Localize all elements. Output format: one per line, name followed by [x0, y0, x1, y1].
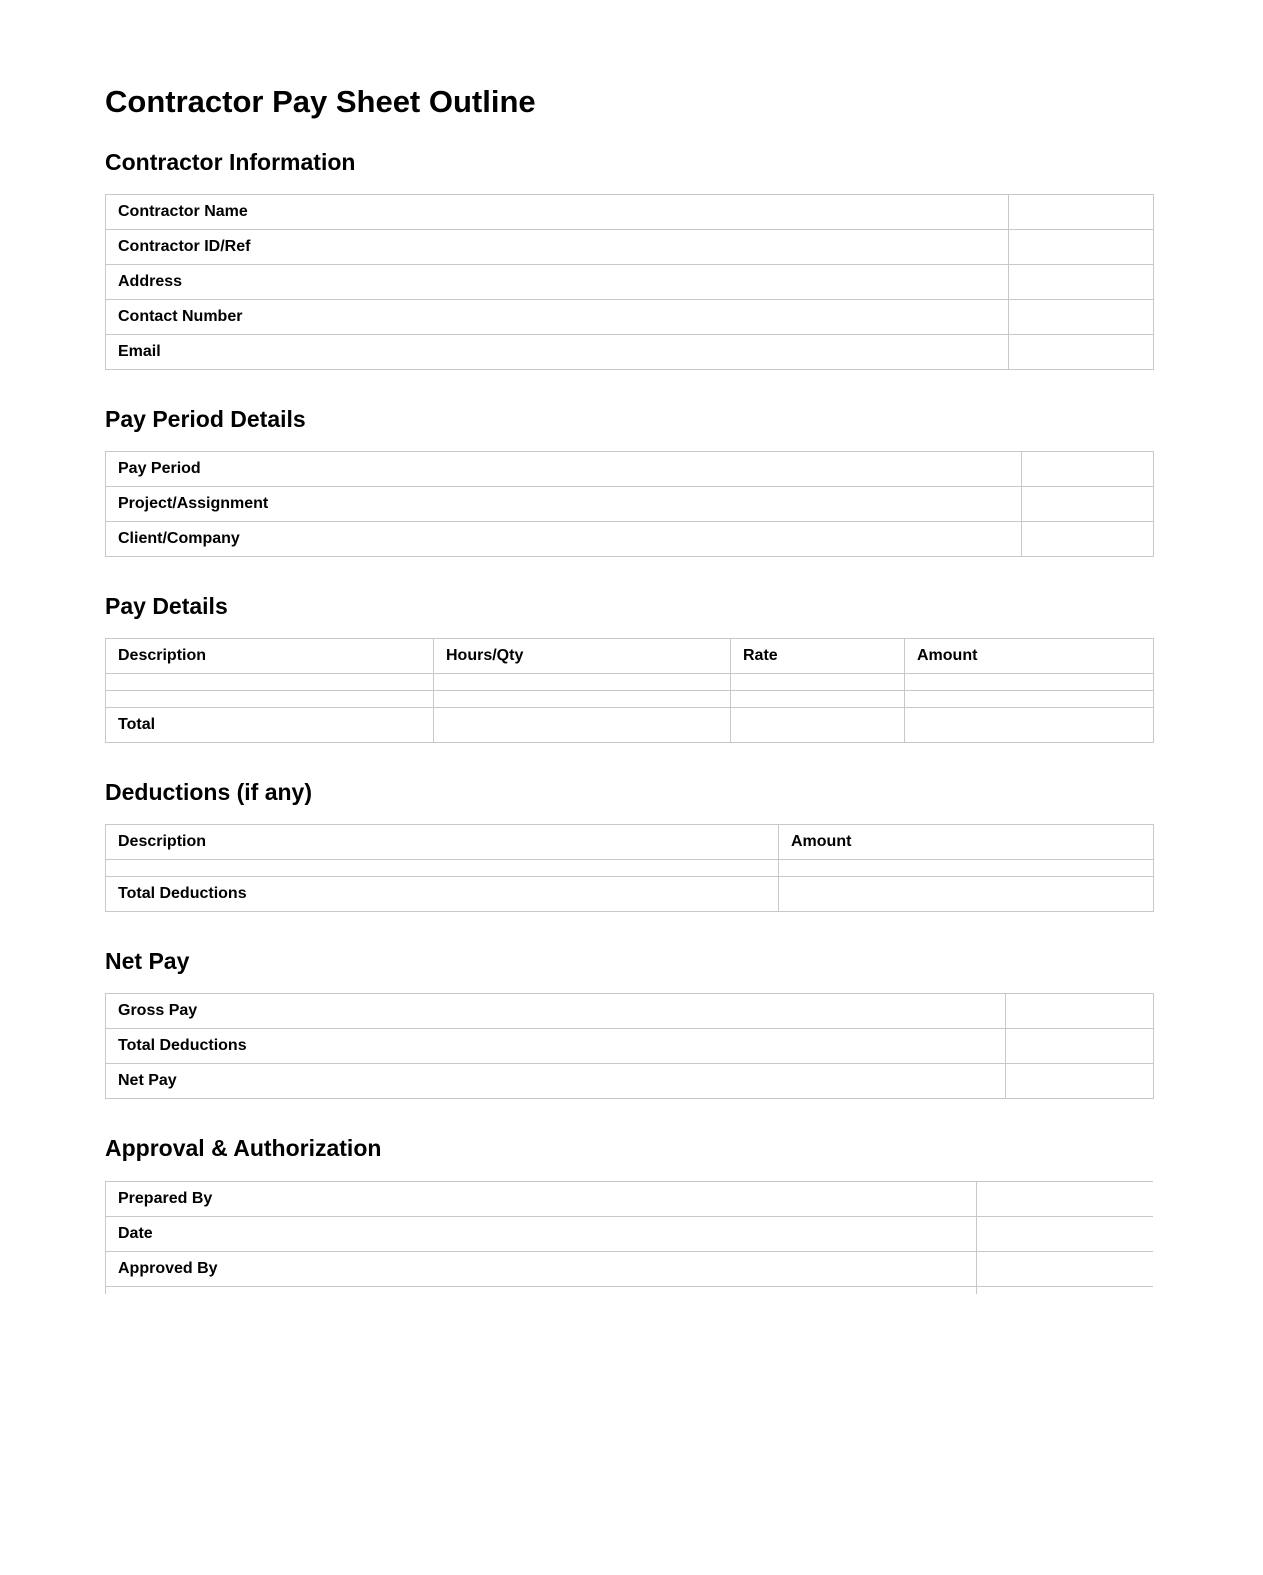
approved-by-label: Approved By: [106, 1252, 977, 1287]
net-pay-label: Net Pay: [106, 1064, 1006, 1099]
rate-cell[interactable]: [731, 674, 905, 691]
column-header-description: Description: [106, 825, 779, 860]
prepared-by-label: Prepared By: [106, 1182, 977, 1217]
table-row: [106, 195, 1154, 230]
client-company-value[interactable]: [1022, 522, 1154, 557]
table-row: [106, 674, 1154, 691]
approval-table-container: [105, 1181, 1153, 1294]
table-row: [106, 452, 1154, 487]
approval-blank-label: [106, 1287, 977, 1295]
date-label: Date: [106, 1217, 977, 1252]
pay-period-details-table: [105, 451, 1154, 557]
approved-by-value[interactable]: [977, 1252, 1154, 1287]
deductions-table: [105, 824, 1154, 912]
deductions-heading: Deductions (if any): [105, 779, 313, 805]
contact-number-label: Contact Number: [106, 300, 1009, 335]
hours-qty-cell[interactable]: [434, 691, 731, 708]
description-cell[interactable]: [106, 674, 434, 691]
column-header-description: Description: [106, 639, 434, 674]
pay-period-value[interactable]: [1022, 452, 1154, 487]
email-value[interactable]: [1009, 335, 1154, 370]
project-assignment-value[interactable]: [1022, 487, 1154, 522]
table-row: [106, 1252, 1154, 1287]
address-value[interactable]: [1009, 265, 1154, 300]
table-row: [106, 522, 1154, 557]
total-rate-cell[interactable]: [731, 708, 905, 743]
total-deductions-label: Total Deductions: [106, 877, 779, 912]
net-pay-heading: Net Pay: [105, 948, 190, 974]
rate-cell[interactable]: [731, 691, 905, 708]
contractor-information-table: [105, 194, 1154, 370]
approval-table: [105, 1181, 1153, 1294]
approval-blank-value[interactable]: [977, 1287, 1154, 1295]
pay-details-heading: Pay Details: [105, 593, 228, 619]
pay-period-details-heading: Pay Period Details: [105, 406, 306, 432]
table-row: [106, 300, 1154, 335]
table-row: [106, 265, 1154, 300]
table-row: [106, 1287, 1154, 1295]
total-row: [106, 708, 1154, 743]
total-deductions-value[interactable]: [779, 877, 1154, 912]
deduction-description-cell[interactable]: [106, 860, 779, 877]
hours-qty-cell[interactable]: [434, 674, 731, 691]
table-row: [106, 335, 1154, 370]
table-row: [106, 1064, 1154, 1099]
contractor-id-value[interactable]: [1009, 230, 1154, 265]
net-pay-value[interactable]: [1006, 1064, 1154, 1099]
column-header-hours-qty: Hours/Qty: [434, 639, 731, 674]
amount-cell[interactable]: [905, 691, 1154, 708]
email-label: Email: [106, 335, 1009, 370]
contractor-name-value[interactable]: [1009, 195, 1154, 230]
contractor-id-label: Contractor ID/Ref: [106, 230, 1009, 265]
table-header-row: [106, 639, 1154, 674]
description-cell[interactable]: [106, 691, 434, 708]
prepared-by-value[interactable]: [977, 1182, 1154, 1217]
gross-pay-value[interactable]: [1006, 994, 1154, 1029]
net-pay-table: [105, 993, 1154, 1099]
client-company-label: Client/Company: [106, 522, 1022, 557]
table-row: [106, 1182, 1154, 1217]
deduction-amount-cell[interactable]: [779, 860, 1154, 877]
column-header-amount: Amount: [905, 639, 1154, 674]
page-title: Contractor Pay Sheet Outline: [105, 84, 536, 119]
table-row: [106, 1217, 1154, 1252]
contractor-name-label: Contractor Name: [106, 195, 1009, 230]
address-label: Address: [106, 265, 1009, 300]
date-value[interactable]: [977, 1217, 1154, 1252]
column-header-rate: Rate: [731, 639, 905, 674]
table-row: [106, 860, 1154, 877]
table-row: [106, 487, 1154, 522]
amount-cell[interactable]: [905, 674, 1154, 691]
table-row: [106, 230, 1154, 265]
pay-details-table: [105, 638, 1154, 743]
gross-pay-label: Gross Pay: [106, 994, 1006, 1029]
table-row: [106, 1029, 1154, 1064]
table-row: [106, 994, 1154, 1029]
approval-heading: Approval & Authorization: [105, 1135, 382, 1161]
contractor-information-heading: Contractor Information: [105, 149, 356, 175]
total-amount-cell[interactable]: [905, 708, 1154, 743]
total-label: Total: [106, 708, 434, 743]
column-header-amount: Amount: [779, 825, 1154, 860]
table-header-row: [106, 825, 1154, 860]
project-assignment-label: Project/Assignment: [106, 487, 1022, 522]
pay-period-label: Pay Period: [106, 452, 1022, 487]
contact-number-value[interactable]: [1009, 300, 1154, 335]
total-hours-qty-cell[interactable]: [434, 708, 731, 743]
total-row: [106, 877, 1154, 912]
total-deductions-value[interactable]: [1006, 1029, 1154, 1064]
table-row: [106, 691, 1154, 708]
total-deductions-label: Total Deductions: [106, 1029, 1006, 1064]
